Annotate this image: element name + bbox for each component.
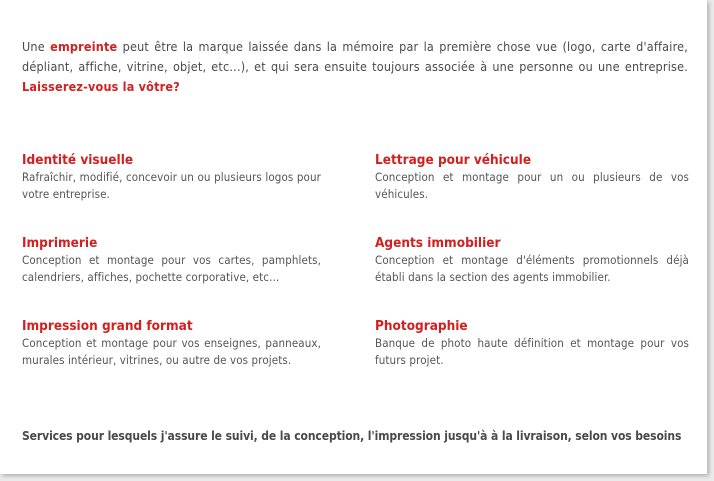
service-lettrage-vehicule [375, 151, 689, 203]
highlight-call-to-action: Laisserez-vous la vôtre? [22, 79, 180, 94]
service-description: Banque de photo haute définition et montage pour vos futurs projet. [375, 336, 689, 367]
service-imprimerie [22, 234, 321, 286]
service-title: Photographie [375, 318, 468, 334]
service-description: Conception et montage pour vos cartes, pamphlets, calendriers, affiches, pochette corporative, etc... [22, 253, 321, 284]
service-description: Conception et montage pour vos enseignes, panneaux, murales intérieur, vitrines, ou autre de vos projets. [22, 336, 321, 367]
service-identite-visuelle [22, 151, 321, 203]
service-description: Conception et montage d'éléments promotionnels déjà établi dans la section des agents immobilier. [375, 253, 689, 284]
service-title: Impression grand format [22, 318, 193, 334]
service-title: Imprimerie [22, 235, 98, 251]
service-title: Lettrage pour véhicule [375, 152, 532, 168]
intro-paragraph [22, 37, 688, 97]
service-title: Agents immobilier [375, 235, 501, 251]
service-title: Identité visuelle [22, 152, 134, 168]
service-photographie [375, 317, 689, 369]
services-footer-note: Services pour lesquels j'assure le suivi, de la conception, l'impression jusqu'à à la livraison, selon vos besoins [22, 429, 682, 443]
service-agents-immobilier [375, 234, 689, 286]
service-description: Rafraîchir, modifié, concevoir un ou plusieurs logos pour votre entreprise. [22, 170, 321, 201]
intro-text-body: peut être la marque laissée dans la mémoire par la première chose vue (logo, carte d'affaire, dépliant, affiche, vitrine, objet, etc...), et qui sera ensuite toujours associée à une personne ou une entreprise. [22, 39, 689, 74]
service-impression-grand-format [22, 317, 321, 369]
intro-text-start: Une [22, 39, 51, 54]
highlight-empreinte: empreinte [50, 39, 118, 54]
service-description: Conception et montage pour un ou plusieurs de vos véhicules. [375, 170, 689, 201]
